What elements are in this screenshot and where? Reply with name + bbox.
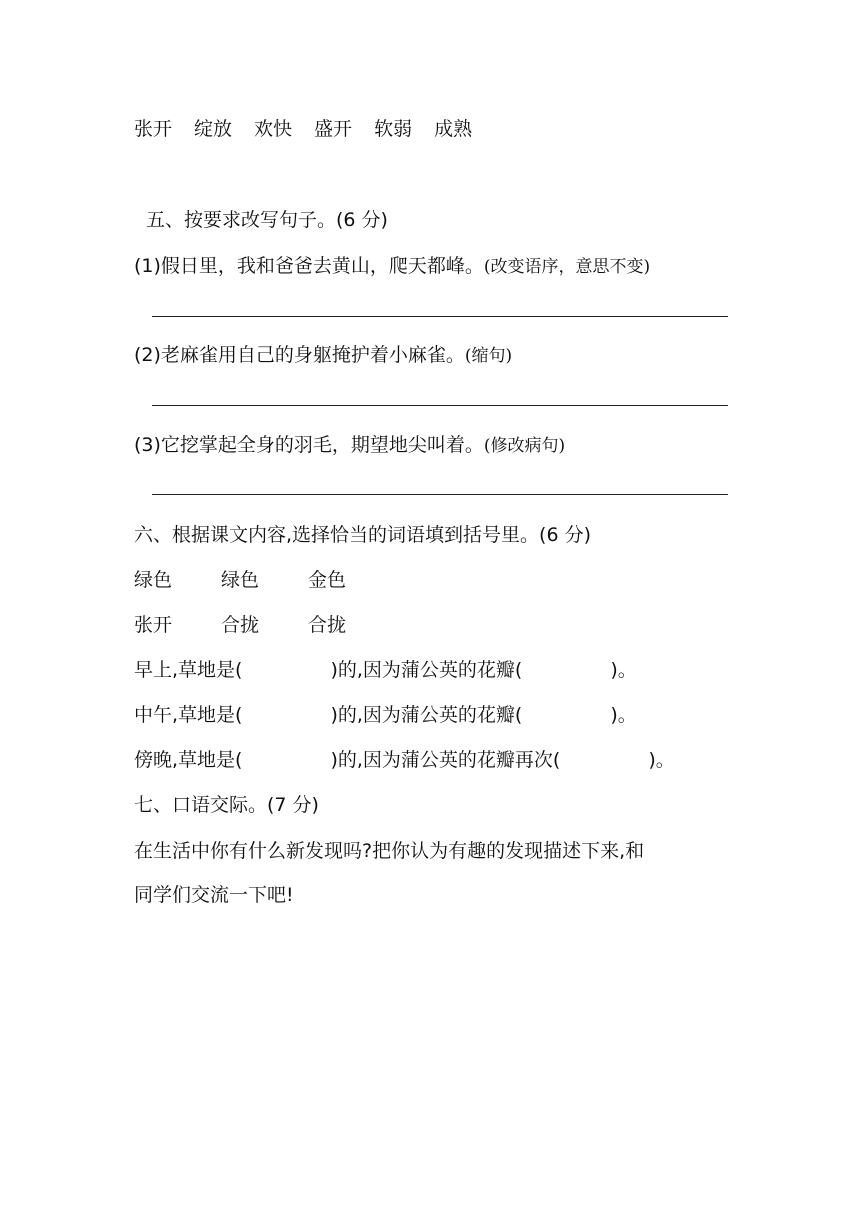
answer-line-2[interactable]: [152, 405, 728, 406]
word-item: 绽放: [194, 118, 233, 140]
fill-sentence-2: [134, 702, 637, 728]
sentence-prefix: 中午,草地是(: [134, 704, 243, 726]
option-word: 合拢: [221, 614, 260, 636]
section5-item-1: [134, 253, 650, 280]
answer-line-3[interactable]: [152, 494, 728, 495]
answer-line-1[interactable]: [152, 316, 728, 317]
item-text: (1)假日里，我和爸爸去黄山，爬天都峰。: [134, 255, 484, 277]
option-word: 绿色: [134, 569, 173, 591]
section6-title: 六、根据课文内容,选择恰当的词语填到括号里。(6 分): [134, 524, 591, 546]
option-word: 绿色: [221, 569, 260, 591]
section7-line-1: 在生活中你有什么新发现吗?把你认为有趣的发现描述下来,和: [134, 840, 645, 862]
fill-sentence-1: [134, 657, 637, 683]
option-word: 金色: [308, 569, 347, 591]
sentence-suffix: )。: [648, 749, 675, 771]
sentence-suffix: )。: [610, 704, 637, 726]
options-row-1: [134, 567, 395, 593]
sentence-suffix: )。: [610, 659, 637, 681]
section7-line-2: 同学们交流一下吧!: [134, 884, 294, 906]
section7-title: 七、口语交际。(7 分): [134, 794, 319, 816]
word-item: 欢快: [254, 118, 293, 140]
option-word: 合拢: [308, 614, 347, 636]
item-note: (修改病句): [483, 436, 566, 456]
sentence-middle: )的,因为蒲公英的花瓣再次(: [330, 749, 561, 771]
section5-item-2: [134, 342, 512, 369]
sentence-middle: )的,因为蒲公英的花瓣(: [330, 659, 523, 681]
item-text: (3)它挖掌起全身的羽毛，期望地尖叫着。: [134, 434, 484, 456]
word-item: 软弱: [374, 118, 413, 140]
option-word: 张开: [134, 614, 173, 636]
word-item: 盛开: [314, 118, 353, 140]
item-note: (缩句): [464, 346, 513, 366]
sentence-middle: )的,因为蒲公英的花瓣(: [330, 704, 523, 726]
word-list: [134, 116, 472, 142]
section5-title: 五、按要求改写句子。(6 分): [146, 209, 388, 231]
fill-sentence-3: [134, 747, 675, 773]
word-item: 张开: [134, 118, 173, 140]
word-item: 成熟: [434, 118, 473, 140]
item-text: (2)老麻雀用自己的身躯掩护着小麻雀。: [134, 344, 465, 366]
sentence-prefix: 早上,草地是(: [134, 659, 243, 681]
item-note: (改变语序，意思不变): [483, 257, 651, 277]
section5-item-3: [134, 432, 565, 459]
sentence-prefix: 傍晚,草地是(: [134, 749, 243, 771]
options-row-2: [134, 612, 395, 638]
